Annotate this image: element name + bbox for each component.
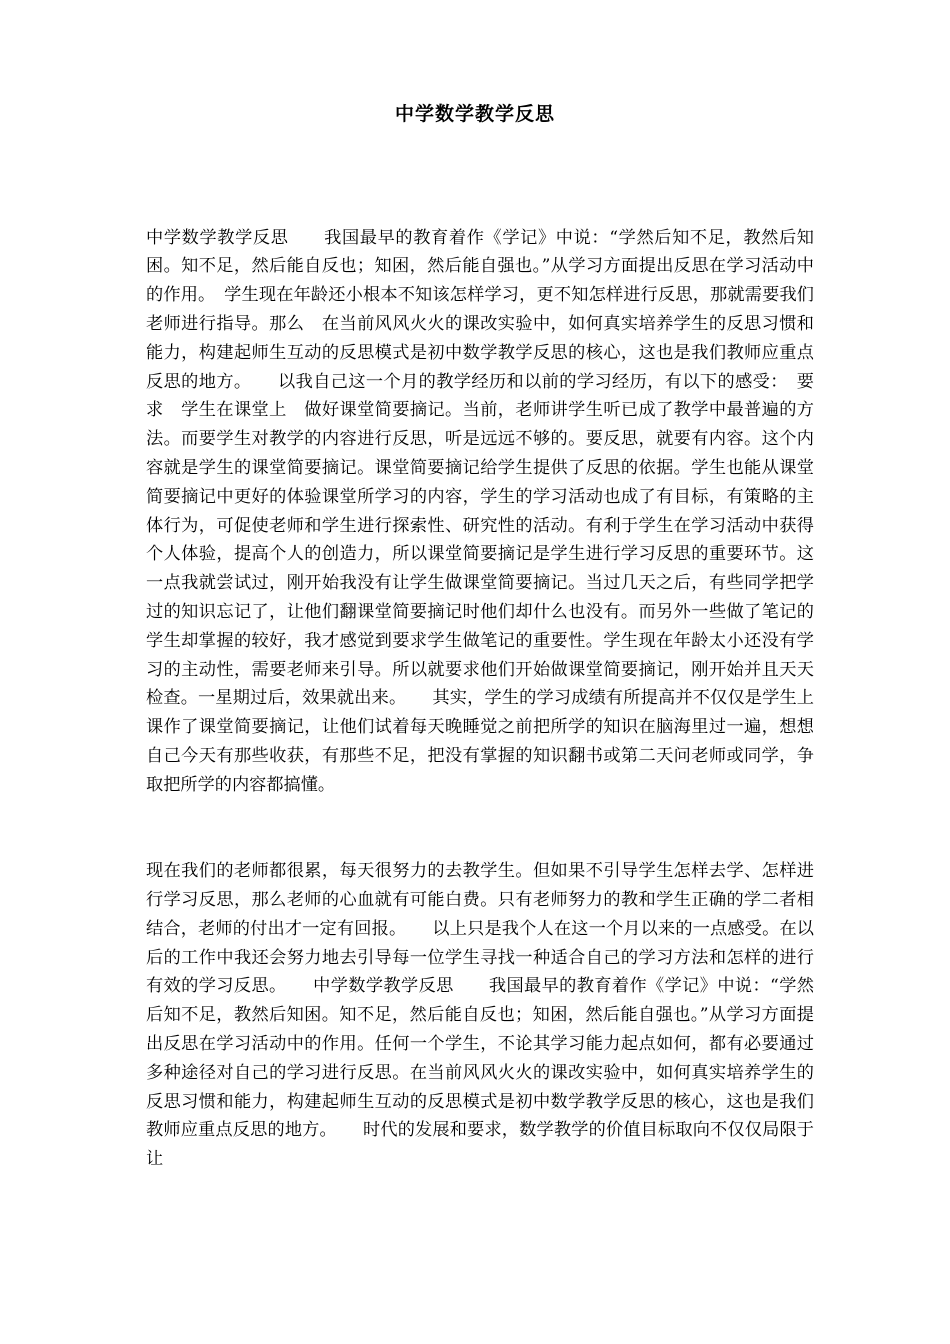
body-paragraph: 中学数学教学反思 我国最早的教育着作《学记》中说：“学然后知不足，教然后知困。知不足，然后能自反也；知困，然后能自强也。”从学习方面提出反思在学习活动中的作用。 学生现在年龄还小根本不知该怎样学习，更不知怎样进行反思，那就需要我们老师进行指导。那么 在当前风风火火的课改实验中，如何真实培养学生的反思习惯和能力，构建起师生互动的反思模式是初中数学教学反思的核心，这也是我们教师应重点反思的地方。 以我自己这一个月的教学经历和以前的学习经历，有以下的感受： 要求 学生在课堂上 做好课堂简要摘记。当前，老师讲学生听已成了教学中最普遍的方法。而要学生对教学的内容进行反思，听是远远不够的。要反思，就要有内容。这个内容就是学生的课堂简要摘记。课堂简要摘记给学生提供了反思的依据。学生也能从课堂简要摘记中更好的体验课堂所学习的内容，学生的学习活动也成了有目标，有策略的主体行为，可促使老师和学生进行探索性、研究性的活动。有利于学生在学习活动中获得个人体验，提高个人的创造力，所以课堂简要摘记是学生进行学习反思的重要环节。这一点我就尝试过，刚开始我没有让学生做课堂简要摘记。当过几天之后，有些同学把学过的知识忘记了，让他们翻课堂简要摘记时他们却什么也没有。而另外一些做了笔记的学生却掌握的较好，我才感觉到要求学生做笔记的重要性。学生现在年龄太小还没有学习的主动性，需要老师来引导。所以就要求他们开始做课堂简要摘记，刚开始并且天天检查。一星期过后，效果就出来。 其实，学生的学习成绩有所提高并不仅仅是学生上课作了课堂简要摘记，让他们试着每天晚睡觉之前把所学的知识在脑海里过一遍，想想自己今天有那些收获，有那些不足，把没有掌握的知识翻书或第二天问老师或同学，争取把所学的内容都搞懂。 — [146, 227, 814, 795]
body-paragraph: 现在我们的老师都很累，每天很努力的去教学生。但如果不引导学生怎样去学、怎样进行学习反思，那么老师的心血就有可能白费。只有老师努力的教和学生正确的学二者相结合，老师的付出才一定有回报。 以上只是我个人在这一个月以来的一点感受。在以后的工作中我还会努力地去引导每一位学生寻找一种适合自己的学习方法和怎样的进行有效的学习反思。 中学数学教学反思 我国最早的教育着作《学记》中说：“学然后知不足，教然后知困。知不足，然后能自反也；知困，然后能自强也。”从学习方面提出反思在学习活动中的作用。任何一个学生，不论其学习能力起点如何，都有必要通过多种途径对自己的学习进行反思。在当前风风火火的课改实验中，如何真实培养学生的反思习惯和能力，构建起师生互动的反思模式是初中数学教学反思的核心，这也是我们教师应重点反思的地方。 时代的发展和要求，数学教学的价值目标取向不仅仅局限于让 — [146, 861, 814, 1170]
document-title: 中学数学教学反思 — [394, 103, 555, 125]
document-body — [146, 166, 814, 1231]
